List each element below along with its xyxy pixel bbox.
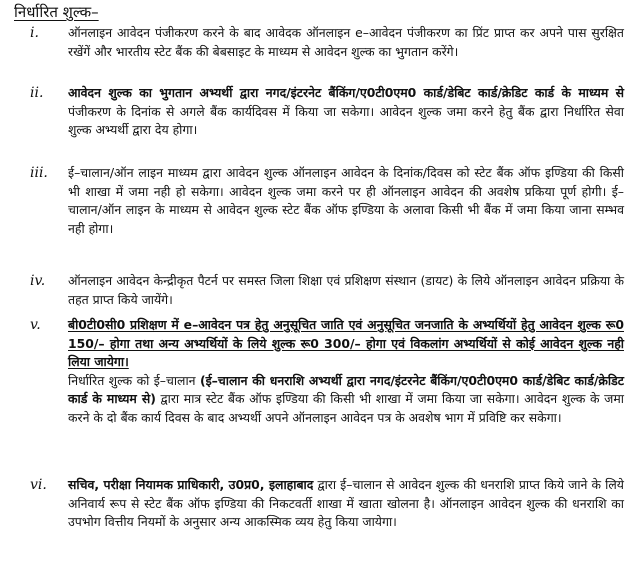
item-plain-text: निर्धारित शुल्क को ई–चालान <box>68 372 200 388</box>
item-plain-text: द्वारा ई–चालान से आवेदन शुल्क की धनराशि प्राप्त किये जाने के लिये अनिवार्य रूप से स्टेट बैंक ऑफ इण्डिया की निकटवर्ती शाखा में खाता खोलना है। ऑनलाइन आवेदन शुल्क की धनराशि का उपभोग वित्तीय नियमों के अनुसार अन्य आकस्मिक व्यय हेतु किया जायेगा। <box>68 477 624 530</box>
item-number: v. <box>30 317 41 333</box>
item-text: ऑनलाइन आवेदन पंजीकरण करने के बाद आवेदक ऑनलाइन e–आवेदन पंजीकरण का प्रिंट प्राप्त कर अपने पास सुरक्षित रखेंगें और भारतीय स्टेट बैंक की बेबसाइट के माध्यम से आवेदन शुल्क का भुगतान करेंगे। <box>68 25 624 59</box>
item-text <box>68 476 624 532</box>
item-number: iv. <box>30 273 46 289</box>
item-number: iii. <box>30 165 48 181</box>
item-number: vi. <box>30 477 47 493</box>
item-text: ई–चालान/ऑन लाइन माध्यम द्वारा आवेदन शुल्क ऑनलाइन आवेदन के दिनांक/दिवस को स्टेट बैंक ऑफ इण्डिया की किसी भी शाखा में जमा नही हो सकेगा। आवेदन शुल्क जमा करने पर ही ऑनलाइन आवेदन की अवशेष प्रकिया पूर्ण होगी। ई–चालान/ऑन लाइन के माध्यम से आवेदन शुल्क स्टेट बैंक ऑफ इण्डिया के अलावा किसी भी बैंक में जमा किया जाना सम्भव नही होगा। <box>68 165 624 236</box>
item-bold-text: आवेदन शुल्क का भुगतान अभ्यर्थी द्वारा नगद/इंटरनेट बैंकिंग/ए0टी0एम0 कार्ड/डेबिट कार्ड/क्रेडिट कार्ड के माध्यम से <box>68 85 624 100</box>
section-heading: निर्धारित शुल्क– <box>14 3 99 21</box>
item-number: i. <box>30 25 39 41</box>
item-plain-text: द्वारा मात्र स्टेट बैंक ऑफ इण्डिया की किसी भी शाखा में जमा किया जा सकेगा। आवेदन शुल्क के जमा करने के दो बैंक कार्य दिवस के बाद अभ्यर्थी अपने ऑनलाइन आवेदन पत्र के अवशेष भाग में प्रविष्टि कर सकेगा। <box>68 391 624 425</box>
item-text <box>68 316 624 428</box>
item-bold-text: सचिव, परीक्षा नियामक प्राधिकारी, उ0प्र0, इलाहाबाद <box>68 477 314 492</box>
fee-amount-text: बी0टी0सी0 प्रशिक्षण में e–आवेदन पत्र हेतु अनुसूचित जाति एवं अनुसूचित जनजाति के अभ्यर्थियों हेतु आवेदन शुल्क रू0 150/– होगा तथा अन्य अभ्यर्थियों के लिये शुल्क रू0 300/– होगा एवं विकलांग अभ्यर्थियों से कोई आवेदन शुल्क नही लिया जायेगा। <box>68 317 624 370</box>
item-text: ऑनलाइन आवेदन केन्द्रीकृत पैटर्न पर समस्त जिला शिक्षा एवं प्रशिक्षण संस्थान (डायट) के लिये ऑनलाइन आवेदन प्रक्रिया के तहत प्राप्त किये जायेंगे। <box>68 273 624 307</box>
item-number: ii. <box>30 85 44 101</box>
challan-text <box>68 372 624 428</box>
item-plain-text: पंजीकरण के दिनांक से अगले बैंक कार्यदिवस में किया जा सकेगा। आवेदन शुल्क जमा करने हेतु बैंक द्वारा निर्धारित सेवा शुल्क अभ्यर्थी द्वारा देय होगा। <box>68 103 624 138</box>
item-bold-text: (ई–चालान की धनराशि अभ्यर्थी द्वारा नगद/इंटरनेट बैंकिंग/ए0टी0एम0 कार्ड/डेबिट कार्ड/क्रेडिट कार्ड के माध्यम से) <box>68 372 625 407</box>
item-text <box>68 84 624 140</box>
